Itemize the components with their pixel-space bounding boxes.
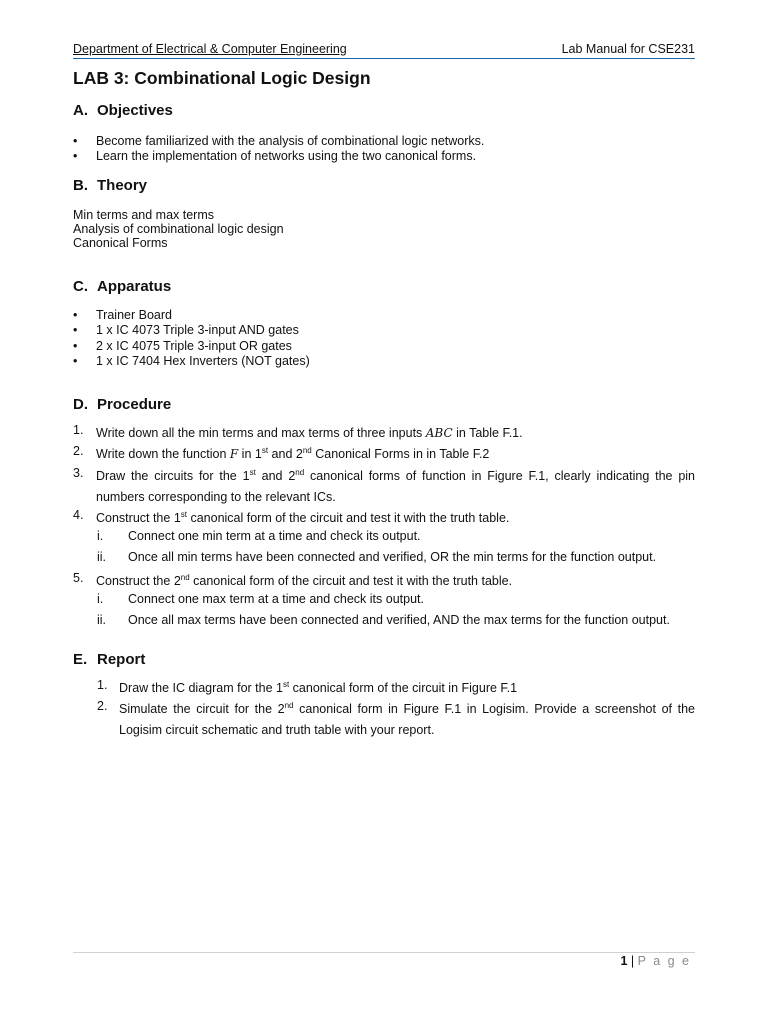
bullet-icon: • xyxy=(73,354,78,368)
document-page xyxy=(73,0,695,1024)
substep-number: ii. xyxy=(97,613,107,627)
step-number: 2. xyxy=(73,444,84,458)
step-text: Write down all the min terms and max terms of three inputs ABC in Table F.1. xyxy=(96,426,523,440)
step-number: 4. xyxy=(73,508,84,522)
substep-number: i. xyxy=(97,529,104,543)
section-title: Report xyxy=(97,651,146,668)
section-title: Objectives xyxy=(97,102,173,119)
bullet-icon: • xyxy=(73,134,78,148)
page-footer xyxy=(620,954,691,968)
list-item-text: 1 x IC 7404 Hex Inverters (NOT gates) xyxy=(96,354,310,368)
math-inputs: ABC xyxy=(425,426,453,440)
header-department: Department of Electrical & Computer Engineering xyxy=(73,42,347,56)
lab-title: LAB 3: Combinational Logic Design xyxy=(73,68,371,88)
report-number: 1. xyxy=(97,678,108,692)
theory-line: Min terms and max terms xyxy=(73,208,215,222)
section-title: Apparatus xyxy=(97,278,172,295)
page-header xyxy=(73,42,695,59)
report-text: Draw the IC diagram for the 1st canonical form of the circuit in Figure F.1 xyxy=(119,679,518,695)
substep-number: ii. xyxy=(97,550,107,564)
section-heading-report xyxy=(73,651,145,668)
substep-text: Connect one min term at a time and check its output. xyxy=(128,529,421,543)
section-letter: D. xyxy=(73,396,88,413)
list-item-text: Become familiarized with the analysis of combinational logic networks. xyxy=(96,134,485,148)
substep-text: Connect one max term at a time and check its output. xyxy=(128,592,424,606)
bullet-icon: • xyxy=(73,149,78,163)
page-number: 1 xyxy=(620,954,628,968)
substep-text: Once all max terms have been connected and verified, AND the max terms for the function output. xyxy=(128,613,670,627)
section-letter: B. xyxy=(73,177,88,194)
bullet-icon: • xyxy=(73,339,78,353)
step-text: Construct the 1st canonical form of the circuit and test it with the truth table. xyxy=(96,509,510,525)
list-item-text: 1 x IC 4073 Triple 3-input AND gates xyxy=(96,323,299,337)
section-letter: A. xyxy=(73,102,88,119)
step-text: Construct the 2nd canonical form of the circuit and test it with the truth table. xyxy=(96,572,513,588)
header-manual-title: Lab Manual for CSE231 xyxy=(561,42,695,56)
footer-divider xyxy=(73,952,695,953)
step-text: Draw the circuits for the 1st and 2nd canonical forms of function in Figure F.1, clearly indicating the pin numbers corresponding to the relevant ICs. xyxy=(96,467,696,504)
list-item-text: 2 x IC 4075 Triple 3-input OR gates xyxy=(96,339,292,353)
theory-line: Analysis of combinational logic design xyxy=(73,222,284,236)
step-text: Write down the function F in 1st and 2nd Canonical Forms in in Table F.2 xyxy=(96,445,490,461)
report-number: 2. xyxy=(97,699,108,713)
substep-text: Once all min terms have been connected and verified, OR the min terms for the function output. xyxy=(128,550,657,564)
page-label: P a g e xyxy=(637,954,691,968)
bullet-icon: • xyxy=(73,308,78,322)
section-letter: E. xyxy=(73,651,88,668)
substep-number: i. xyxy=(97,592,104,606)
section-heading-theory xyxy=(73,177,147,194)
bullet-icon: • xyxy=(73,323,78,337)
section-heading-apparatus xyxy=(73,278,171,295)
step-number: 1. xyxy=(73,423,84,437)
section-title: Theory xyxy=(97,177,148,194)
theory-line: Canonical Forms xyxy=(73,236,168,250)
section-letter: C. xyxy=(73,278,88,295)
section-heading-procedure xyxy=(73,396,171,413)
step-number: 3. xyxy=(73,466,84,480)
math-function: F xyxy=(229,447,239,461)
list-item-text: Trainer Board xyxy=(96,308,172,322)
list-item-text: Learn the implementation of networks using the two canonical forms. xyxy=(96,149,477,163)
step-number: 5. xyxy=(73,571,84,585)
section-title: Procedure xyxy=(97,396,172,413)
section-heading-objectives xyxy=(73,102,173,119)
report-text: Simulate the circuit for the 2nd canonical form in Figure F.1 in Logisim. Provide a screenshot of the Logisim circuit schematic and truth table with your report. xyxy=(119,700,695,737)
footer-separator: | xyxy=(627,954,638,968)
